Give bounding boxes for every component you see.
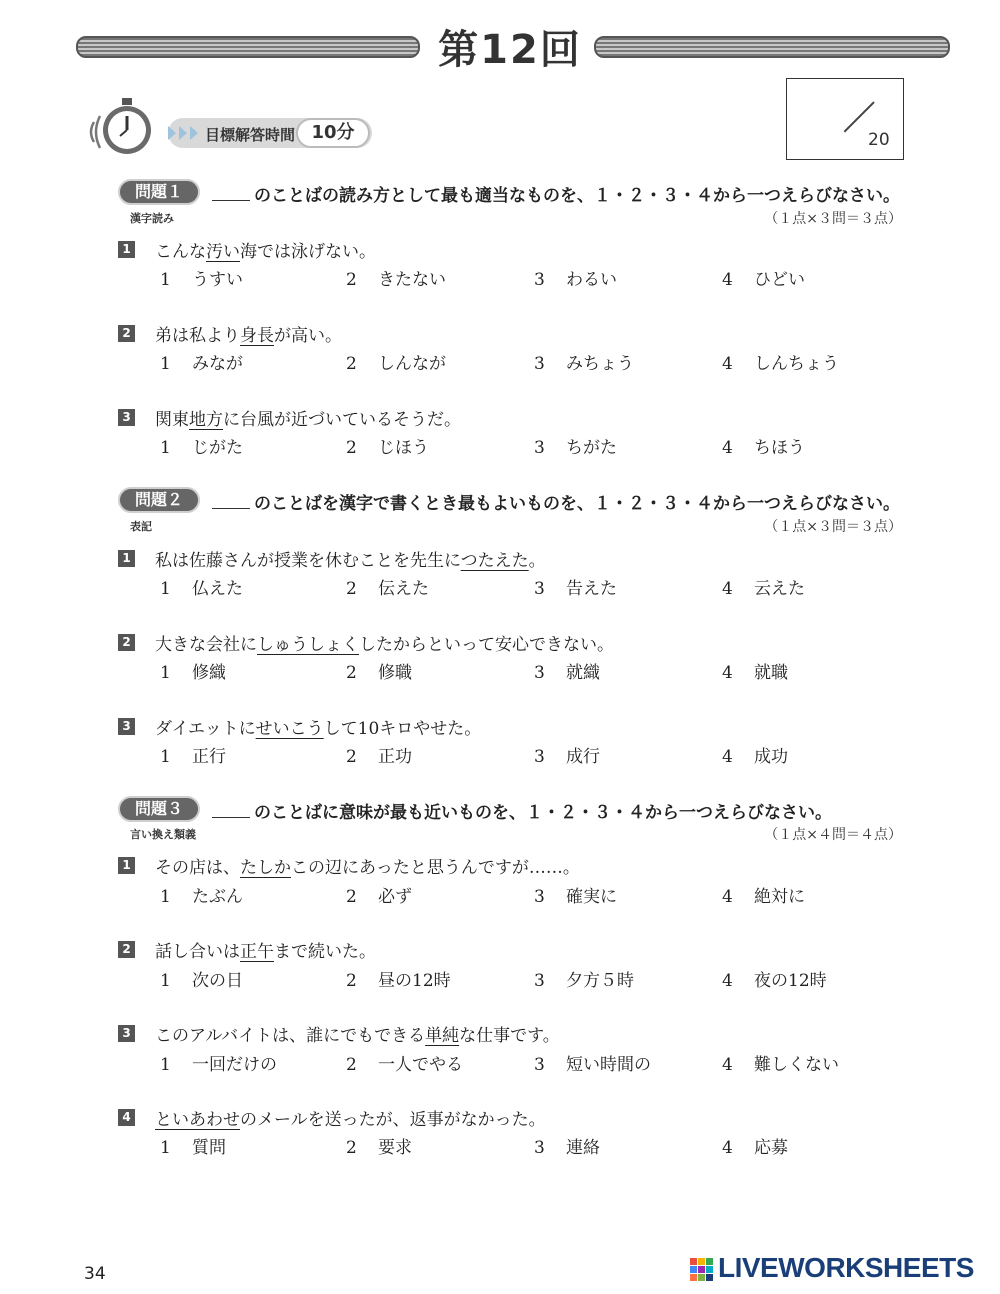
answer-option[interactable]: 2 昼の12時: [346, 971, 451, 991]
score-total: 20: [868, 130, 890, 150]
target-word: 地方: [189, 410, 223, 430]
blank-line: [212, 200, 250, 201]
answer-option[interactable]: 4 しんちょう: [722, 354, 839, 374]
answer-option[interactable]: 1 じがた: [160, 438, 243, 458]
answer-option[interactable]: 4 就職: [722, 663, 788, 683]
section-label: 問題２: [118, 487, 200, 513]
answer-option[interactable]: 3 夕方５時: [534, 971, 634, 991]
answer-option[interactable]: 4 夜の12時: [722, 971, 827, 991]
answer-option[interactable]: 2 要求: [346, 1138, 412, 1158]
question-number: 1: [118, 241, 135, 258]
question-text: このアルバイトは、誰にでもできる単純な仕事です。: [155, 1026, 560, 1046]
page-number: 34: [84, 1264, 106, 1284]
liveworksheets-logo-icon: [690, 1258, 714, 1282]
question-number: 3: [118, 1025, 135, 1042]
answer-option[interactable]: 3 わるい: [534, 270, 617, 290]
target-word: 正午: [240, 942, 274, 962]
answer-option[interactable]: 2 じほう: [346, 438, 429, 458]
stopwatch-icon: [84, 94, 164, 160]
answer-option[interactable]: 2 しんなが: [346, 354, 446, 374]
target-word: つたえた: [460, 551, 529, 571]
target-word: しゅうしょく: [257, 635, 359, 655]
answer-option[interactable]: 4 応募: [722, 1138, 788, 1158]
section-subtitle: 表記: [130, 520, 152, 533]
section-subtitle: 漢字読み: [130, 212, 174, 225]
question-number: 3: [118, 409, 135, 426]
question-text: といあわせのメールを送ったが、返事がなかった。: [155, 1110, 546, 1130]
answer-option[interactable]: 2 きたない: [346, 270, 446, 290]
header-bar-left: [76, 36, 420, 58]
question-number: 2: [118, 941, 135, 958]
answer-option[interactable]: 1 正行: [160, 747, 226, 767]
question-text: 弟は私より身長が高い。: [155, 326, 342, 346]
section-points: （１点×３問＝３点）: [764, 211, 902, 227]
timer-value: 10分: [296, 118, 370, 148]
question-number: 4: [118, 1109, 135, 1126]
answer-option[interactable]: 4 難しくない: [722, 1055, 839, 1075]
header-bar-right: [594, 36, 950, 58]
page-title: 第12回: [438, 27, 582, 73]
answer-option[interactable]: 1 次の日: [160, 971, 243, 991]
question-text: こんな汚い海では泳げない。: [155, 242, 376, 262]
question-text: その店は、たしかこの辺にあったと思うんですが……。: [155, 858, 580, 878]
section-subtitle: 言い換え類義: [130, 828, 196, 841]
answer-option[interactable]: 3 確実に: [534, 887, 617, 907]
answer-option[interactable]: 1 みなが: [160, 354, 243, 374]
answer-option[interactable]: 2 必ず: [346, 887, 412, 907]
answer-option[interactable]: 1 一回だけの: [160, 1055, 277, 1075]
section-instruction: のことばを漢字で書くとき最もよいものを、１・２・３・４から一つえらびなさい。: [212, 489, 900, 514]
answer-option[interactable]: 1 質問: [160, 1138, 226, 1158]
answer-option[interactable]: 3 短い時間の: [534, 1055, 651, 1075]
answer-option[interactable]: 4 云えた: [722, 579, 805, 599]
question-text: 話し合いは正午まで続いた。: [155, 942, 376, 962]
answer-option[interactable]: 3 連絡: [534, 1138, 600, 1158]
section-points: （１点×４問＝４点）: [764, 827, 902, 843]
question-number: 1: [118, 857, 135, 874]
blank-line: [212, 508, 250, 509]
answer-option[interactable]: 3 告えた: [534, 579, 617, 599]
answer-option[interactable]: 3 ちがた: [534, 438, 617, 458]
section-instruction: のことばに意味が最も近いものを、１・２・３・４から一つえらびなさい。: [212, 798, 832, 823]
question-number: 1: [118, 550, 135, 567]
question-number: 2: [118, 325, 135, 342]
answer-option[interactable]: 1 修織: [160, 663, 226, 683]
question-text: 関東地方に台風が近づいているそうだ。: [155, 410, 461, 430]
section-points: （１点×３問＝３点）: [764, 519, 902, 535]
answer-option[interactable]: 4 ちほう: [722, 438, 805, 458]
answer-option[interactable]: 3 成行: [534, 747, 600, 767]
target-word: たしか: [240, 858, 291, 878]
answer-option[interactable]: 1 うすい: [160, 270, 243, 290]
target-word: 身長: [240, 326, 274, 346]
question-number: 2: [118, 634, 135, 651]
question-text: 大きな会社にしゅうしょくしたからといって安心できない。: [155, 635, 614, 655]
answer-option[interactable]: 4 絶対に: [722, 887, 805, 907]
question-number: 3: [118, 718, 135, 735]
target-word: 単純: [425, 1026, 460, 1046]
answer-option[interactable]: 2 修職: [346, 663, 412, 683]
target-word: といあわせ: [155, 1110, 240, 1130]
question-text: ダイエットにせいこうして10キロやせた。: [155, 719, 482, 739]
brand-name[interactable]: LIVEWORKSHEETS: [718, 1252, 974, 1283]
section-instruction: のことばの読み方として最も適当なものを、１・２・３・４から一つえらびなさい。: [212, 181, 900, 206]
answer-option[interactable]: 2 伝えた: [346, 579, 429, 599]
answer-option[interactable]: 4 ひどい: [722, 270, 805, 290]
answer-option[interactable]: 3 みちょう: [534, 354, 634, 374]
question-text: 私は佐藤さんが授業を休むことを先生につたえた。: [155, 551, 546, 571]
answer-option[interactable]: 2 一人でやる: [346, 1055, 463, 1075]
section-label: 問題３: [118, 796, 200, 822]
answer-option[interactable]: 3 就織: [534, 663, 600, 683]
arrows-icon: [166, 124, 202, 142]
answer-option[interactable]: 1 仏えた: [160, 579, 243, 599]
target-word: せいこう: [255, 719, 324, 739]
target-word: 汚い: [206, 242, 240, 262]
timer-label: 目標解答時間: [205, 126, 296, 144]
answer-option[interactable]: 4 成功: [722, 747, 788, 767]
blank-line: [212, 817, 250, 818]
answer-option[interactable]: 1 たぶん: [160, 887, 243, 907]
section-label: 問題１: [118, 179, 200, 205]
answer-option[interactable]: 2 正功: [346, 747, 412, 767]
